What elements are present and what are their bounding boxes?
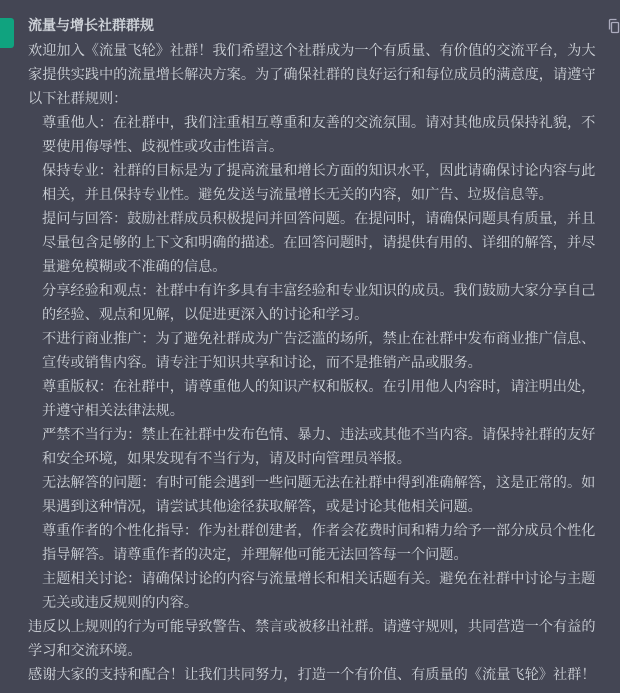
rule-item: 尊重版权：在社群中，请尊重他人的知识产权和版权。在引用他人内容时，请注明出处，并遵守相关法律法规。: [42, 379, 596, 419]
assistant-avatar-icon: [0, 18, 14, 48]
rule-item: 分享经验和观点：社群中有许多具有丰富经验和专业知识的成员。我们鼓励大家分享自己的经验、观点和见解，以促进更深入的讨论和学习。: [42, 283, 596, 323]
message-title: 流量与增长社群群规: [28, 18, 154, 34]
assistant-message: [28, 14, 596, 687]
closing-paragraph: 感谢大家的支持和配合！让我们共同努力，打造一个有价值、有质量的《流量飞轮》社群！: [28, 667, 596, 683]
rule-item: 尊重作者的个性化指导：作为社群创建者，作者会花费时间和精力给予一部分成员个性化指导解答。请尊重作者的决定，并理解他可能无法回答每一个问题。: [42, 523, 596, 563]
rule-item: 主题相关讨论：请确保讨论的内容与流量增长和相关话题有关。避免在社群中讨论与主题无关或违反规则的内容。: [42, 571, 596, 611]
copy-icon[interactable]: [608, 18, 620, 34]
rule-item: 不进行商业推广：为了避免社群成为广告泛滥的场所，禁止在社群中发布商业推广信息、宣传或销售内容。请专注于知识共享和讨论，而不是推销产品或服务。: [42, 331, 596, 371]
warning-paragraph: 违反以上规则的行为可能导致警告、禁言或被移出社群。请遵守规则，共同营造一个有益的学习和交流环境。: [28, 619, 596, 659]
rule-item: 提问与回答：鼓励社群成员积极提问并回答问题。在提问时，请确保问题具有质量，并且尽量包含足够的上下文和明确的描述。在回答问题时，请提供有用的、详细的解答，并尽量避免模糊或不准确的信息。: [42, 211, 596, 275]
intro-paragraph: 欢迎加入《流量飞轮》社群！我们希望这个社群成为一个有质量、有价值的交流平台，为大家提供实践中的流量增长解决方案。为了确保社群的良好运行和每位成员的满意度，请遵守以下社群规则：: [28, 43, 596, 107]
rule-item: 保持专业：社群的目标是为了提高流量和增长方面的知识水平，因此请确保讨论内容与此相关，并且保持专业性。避免发送与流量增长无关的内容，如广告、垃圾信息等。: [42, 163, 596, 203]
rules-list: [28, 111, 596, 615]
rule-item: 无法解答的问题：有时可能会遇到一些问题无法在社群中得到准确解答，这是正常的。如果遇到这种情况，请尝试其他途径获取解答，或是讨论其他相关问题。: [42, 475, 596, 515]
rule-item: 尊重他人：在社群中，我们注重相互尊重和友善的交流氛围。请对其他成员保持礼貌，不要使用侮辱性、歧视性或攻击性语言。: [42, 115, 596, 155]
rule-item: 严禁不当行为：禁止在社群中发布色情、暴力、违法或其他不当内容。请保持社群的友好和安全环境，如果发现有不当行为，请及时向管理员举报。: [42, 427, 596, 467]
